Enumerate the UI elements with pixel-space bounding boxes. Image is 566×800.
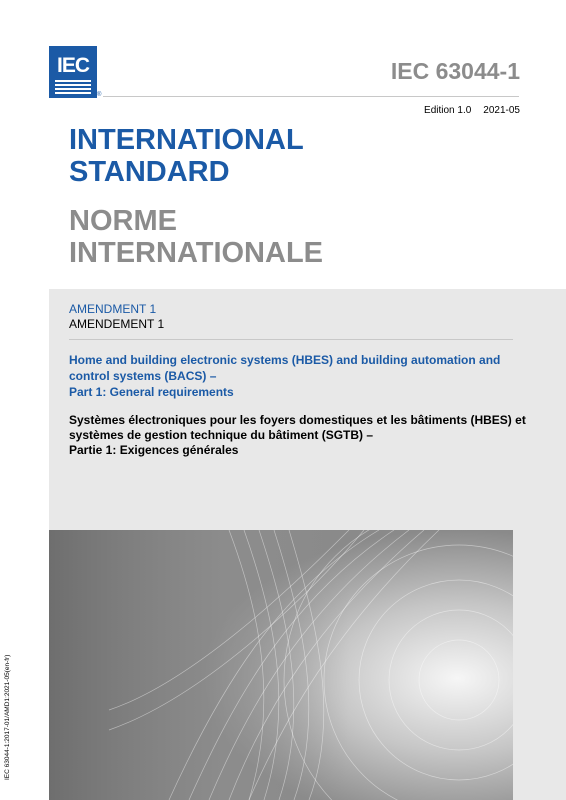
desc-en-line: Home and building electronic systems (HBES) and building automation and [69,353,501,367]
logo-text: IEC [56,54,89,77]
desc-fr-line: Systèmes électroniques pour les foyers domestiques et les bâtiments (HBES) et [69,413,526,427]
desc-en-line: control systems (BACS) – [69,369,217,383]
description-english [69,352,499,400]
standard-number: IEC 63044-1 [390,58,520,84]
edition-date: 2021-05 [483,105,520,116]
cover-artwork [49,530,513,800]
logo-lines [55,80,91,96]
registered-mark: ® [97,92,102,98]
title-en-line1: INTERNATIONAL [69,124,304,156]
title-en-line2: STANDARD [69,156,230,188]
spine-reference: IEC 63044-1:2017-01/AMD1:2021-05(en-fr) [4,654,11,780]
edition-label: Edition 1.0 [424,105,472,116]
header-divider [103,96,519,97]
edition-info [424,105,520,116]
desc-en-line: Part 1: General requirements [69,385,234,399]
title-french [69,205,323,269]
content-panel [49,289,566,800]
panel-divider [69,339,513,340]
iec-logo [49,46,97,98]
amendment-french: AMENDEMENT 1 [69,317,165,331]
title-fr-line2: INTERNATIONALE [69,237,324,269]
title-fr-line1: NORME [69,205,177,237]
title-english [69,124,304,188]
description-french [69,413,526,458]
desc-fr-line: Partie 1: Exigences générales [69,443,239,457]
amendment-english: AMENDMENT 1 [69,302,157,316]
desc-fr-line: systèmes de gestion technique du bâtiment (SGTB) – [69,428,374,442]
